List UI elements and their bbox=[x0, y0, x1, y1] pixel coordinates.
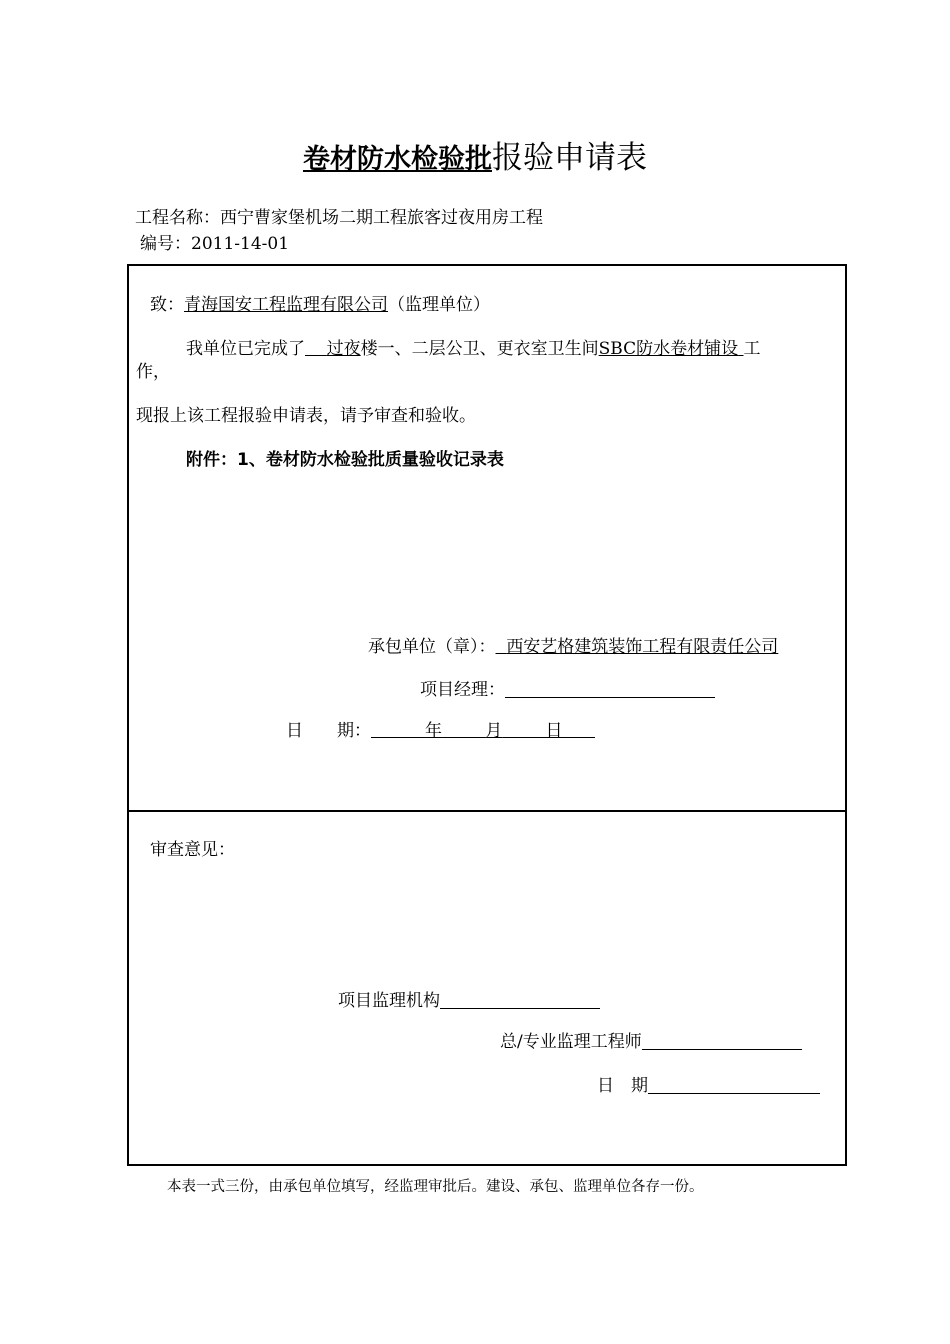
engineer-line bbox=[500, 1027, 802, 1052]
addressee-label: 致： bbox=[150, 295, 184, 315]
completion-rest: 楼一、二层公卫、更衣室卫生间 bbox=[360, 339, 599, 359]
completion-work2: SBC防水卷材铺设 bbox=[598, 339, 739, 359]
project-name-value: 西宁曹家堡机场二期工程旅客过夜用房工程 bbox=[220, 208, 543, 228]
attachment-line: 附件：1、卷材防水检验批质量验收记录表 bbox=[186, 450, 504, 470]
project-name-line bbox=[135, 203, 543, 228]
supervision-org-blank[interactable] bbox=[440, 991, 600, 1009]
completion-wrap: 作， bbox=[136, 362, 170, 382]
date-blank[interactable] bbox=[371, 721, 595, 741]
footnote: 本表一式三份，由承包单位填写，经监理审批后。建设、承包、监理单位各存一份。 bbox=[167, 1179, 704, 1195]
document-title bbox=[0, 132, 950, 177]
doc-number-value: 2011-14-01 bbox=[191, 234, 290, 254]
date-month: 月 bbox=[485, 721, 503, 741]
completion-prefix: 我单位已完成了 bbox=[186, 339, 305, 359]
project-manager-blank[interactable] bbox=[505, 680, 715, 698]
review-label: 审查意见： bbox=[150, 840, 235, 860]
review-date-blank[interactable] bbox=[648, 1076, 820, 1094]
engineer-label: 总/专业监理工程师 bbox=[500, 1032, 642, 1052]
review-date-label: 日 期 bbox=[597, 1076, 648, 1096]
title-underlined: 卷材防水检验批 bbox=[303, 144, 492, 175]
addressee-suffix: （监理单位） bbox=[388, 295, 490, 315]
project-manager-line bbox=[420, 675, 715, 700]
supervisor-company: 青海国安工程监理有限公司 bbox=[184, 295, 388, 315]
contractor-line bbox=[368, 632, 778, 657]
review-date-line bbox=[597, 1071, 820, 1096]
completion-work: 过夜 bbox=[326, 339, 361, 359]
doc-number-label: 编号： bbox=[140, 234, 191, 254]
addressee-line bbox=[150, 290, 490, 315]
date-year: 年 bbox=[425, 721, 443, 741]
contractor-value: 西安艺格建筑装饰工程有限责任公司 bbox=[506, 637, 779, 657]
contractor-label: 承包单位（章）： bbox=[368, 637, 496, 657]
section-divider bbox=[129, 810, 845, 812]
completion-end: 工 bbox=[743, 339, 761, 359]
completion-gap bbox=[305, 339, 327, 359]
date-line bbox=[286, 716, 595, 741]
project-manager-label: 项目经理： bbox=[420, 680, 505, 700]
request-line: 现报上该工程报验申请表，请予审查和验收。 bbox=[136, 406, 476, 426]
engineer-blank[interactable] bbox=[642, 1032, 802, 1050]
supervision-org-line bbox=[338, 986, 600, 1011]
project-name-label: 工程名称： bbox=[135, 208, 220, 228]
supervision-org-label: 项目监理机构 bbox=[338, 991, 440, 1011]
completion-line bbox=[186, 334, 761, 359]
date-label: 日 期： bbox=[286, 721, 371, 741]
title-rest: 报验申请表 bbox=[492, 140, 647, 176]
doc-number-line bbox=[140, 229, 289, 254]
date-day: 日 bbox=[545, 721, 563, 741]
